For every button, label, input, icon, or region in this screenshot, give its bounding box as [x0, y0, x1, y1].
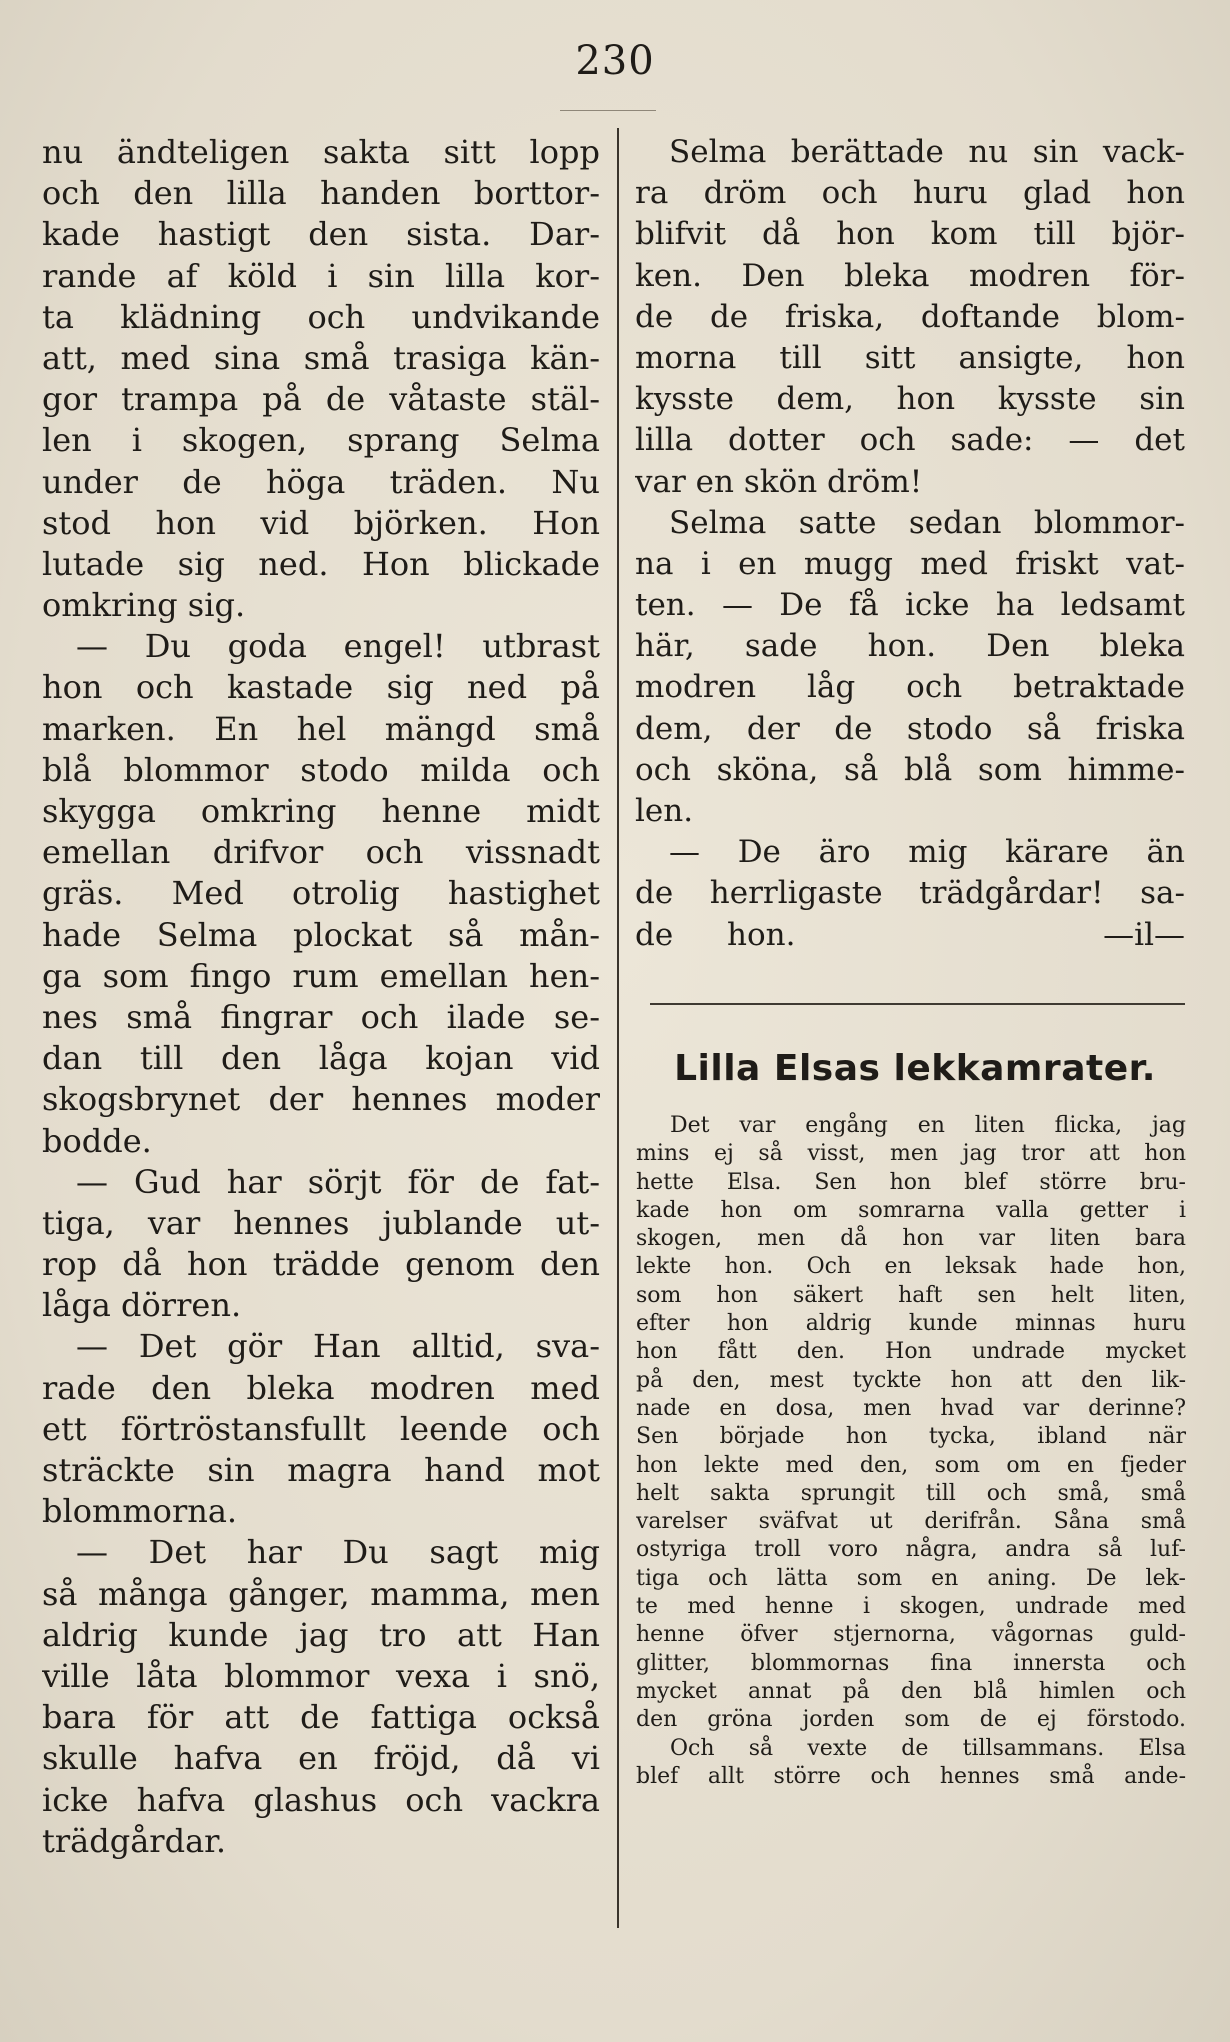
text-line: icke hafva glashus och vackra [42, 1780, 600, 1819]
text-line: ten. — De få icke ha ledsamt [635, 587, 1185, 624]
text-line: mycket annat på den blå himlen och [636, 1678, 1186, 1704]
text-line: Selma satte sedan blommor- [669, 504, 1185, 541]
text-line: kade hastigt den sista. Dar- [42, 215, 600, 254]
text-line: — Du goda engel! utbrast [76, 627, 600, 666]
text-line: varelser sväfvat ut derifrån. Såna små [636, 1509, 1186, 1535]
text-line: tiga, var hennes jublande ut- [42, 1203, 600, 1242]
text-line: och den lilla handen borttor- [42, 174, 600, 213]
text-line: Och så vexte de tillsammans. Elsa [670, 1735, 1186, 1761]
text-line: skogsbrynet der hennes moder [42, 1080, 600, 1119]
text-line: omkring sig. [42, 586, 246, 625]
text-line: blifvit då hon kom till björ- [635, 216, 1185, 253]
text-line: glitter, blommornas fina innersta och [636, 1650, 1186, 1676]
text-line: stod hon vid björken. Hon [42, 503, 600, 542]
text-line: — Det har Du sagt mig [76, 1533, 600, 1572]
text-line: helt sakta sprungit till och små, små [636, 1480, 1186, 1506]
text-line: na i en mugg med friskt vat- [635, 545, 1185, 582]
text-line: de herrligaste trädgårdar! sa- [635, 875, 1185, 912]
signature: —il— [1103, 916, 1185, 953]
text-line: skulle hafva en fröjd, då vi [42, 1739, 600, 1778]
text-line: gräs. Med otrolig hastighet [42, 874, 600, 913]
text-line: bara för att de fattiga också [42, 1698, 600, 1737]
text-line: sträckte sin magra hand mot [42, 1451, 600, 1489]
text-line: ostyriga troll voro några, andra så luf- [636, 1537, 1186, 1563]
text-line: var en skön dröm! [635, 463, 923, 500]
page-number: 230 [575, 38, 655, 84]
text-line: nade en dosa, men hvad var derinne? [636, 1395, 1186, 1421]
text-line: så många gånger, mamma, men [42, 1574, 600, 1613]
text-line: len i skogen, sprang Selma [42, 421, 600, 460]
text-line: skogen, men då hon var liten bara [636, 1226, 1186, 1252]
header-rule [560, 110, 656, 111]
text-line: morna till sitt ansigte, hon [635, 339, 1185, 376]
text-line: Det var engång en liten flicka, jag [670, 1113, 1186, 1138]
text-line: modren låg och betraktade [635, 669, 1185, 706]
text-line: den gröna jorden som de ej förstodo. [636, 1707, 1186, 1733]
text-line: bodde. [42, 1121, 152, 1160]
text-line: — Gud har sörjt för de fat- [76, 1162, 600, 1201]
text-line: rop då hon trädde genom den [42, 1245, 600, 1284]
text-line: tiga och lätta som en aning. De lek- [636, 1565, 1186, 1591]
text-line: ville låta blommor vexa i snö, [42, 1656, 600, 1695]
section-heading: Lilla Elsas lekkamrater. [674, 1048, 1156, 1089]
text-line: te med henne i skogen, undrade med [636, 1594, 1186, 1620]
text-line: under de höga träden. Nu [42, 462, 600, 501]
text-line: Sen började hon tycka, ibland när [636, 1424, 1186, 1450]
text-line: som hon säkert haft sen helt liten, [636, 1282, 1186, 1308]
text-line: dem, der de stodo så friska [635, 710, 1185, 747]
right-column [635, 132, 1185, 956]
text-line: len. [635, 793, 694, 829]
left-column [42, 132, 600, 1862]
text-line: skygga omkring henne midt [42, 792, 600, 830]
text-line: de de friska, doftande blom- [635, 298, 1185, 335]
text-line: ta klädning och undvikande [42, 297, 600, 336]
text-line: ra dröm och huru glad hon [635, 175, 1185, 212]
text-line: nu ändteligen sakta sitt lopp [42, 133, 600, 171]
text-line: marken. En hel mängd små [42, 709, 600, 748]
text-line: gor trampa på de våtaste stäl- [42, 380, 600, 419]
text-line: nes små fingrar och ilade se- [42, 997, 600, 1036]
text-line: henne öfver stjernorna, vågornas guld- [636, 1622, 1186, 1648]
text-line: lekte hon. Och en leksak hade hon, [636, 1254, 1186, 1280]
text-line: hon och kastade sig ned på [42, 668, 600, 707]
text-line: hon fått den. Hon undrade mycket [636, 1339, 1186, 1365]
text-line: lilla dotter och sade: — det [635, 422, 1185, 459]
text-line: lutade sig ned. Hon blickade [42, 544, 600, 583]
text-line: ken. Den bleka modren för- [635, 257, 1185, 294]
text-line: låga dörren. [42, 1286, 242, 1325]
text-line: och sköna, så blå som himme- [635, 751, 1185, 788]
text-span: de hon. [635, 916, 796, 953]
section-separator [650, 1003, 1185, 1005]
column-divider [617, 128, 619, 1928]
text-line: ga som fingo rum emellan hen- [42, 956, 600, 995]
text-line: rande af köld i sin lilla kor- [42, 256, 600, 295]
text-line: blå blommor stodo milda och [42, 750, 600, 789]
text-line: hette Elsa. Sen hon blef större bru- [636, 1169, 1186, 1195]
text-line: på den, mest tyckte hon att den lik- [636, 1367, 1186, 1393]
text-line: här, sade hon. Den bleka [635, 628, 1185, 665]
text-line: efter hon aldrig kunde minnas huru [636, 1311, 1186, 1337]
text-line: dan till den låga kojan vid [42, 1039, 600, 1078]
text-line: — De äro mig kärare än [669, 834, 1185, 871]
signature-line [635, 915, 1185, 956]
text-line: mins ej så visst, men jag tror att hon [636, 1141, 1186, 1167]
text-line: ett förtröstansfullt leende och [42, 1409, 600, 1448]
text-line: blommorna. [42, 1492, 238, 1531]
text-line: emellan drifvor och vissnadt [42, 833, 600, 872]
text-line: rade den bleka modren med [42, 1368, 600, 1407]
text-line: Selma berättade nu sin vack- [669, 134, 1185, 170]
text-line: aldrig kunde jag tro att Han [42, 1615, 600, 1654]
text-line: blef allt större och hennes små ande- [636, 1763, 1186, 1789]
text-line: kade hon om somrarna valla getter i [636, 1197, 1186, 1223]
text-line: hade Selma plockat så mån- [42, 915, 600, 954]
text-line: kysste dem, hon kysste sin [635, 381, 1185, 418]
text-line: — Det gör Han alltid, sva- [76, 1327, 600, 1366]
text-line: hon lekte med den, som om en fjeder [636, 1452, 1186, 1478]
section-body [636, 1112, 1186, 1791]
text-line: att, med sina små trasiga kän- [42, 338, 600, 377]
text-line: trädgårdar. [42, 1821, 227, 1860]
